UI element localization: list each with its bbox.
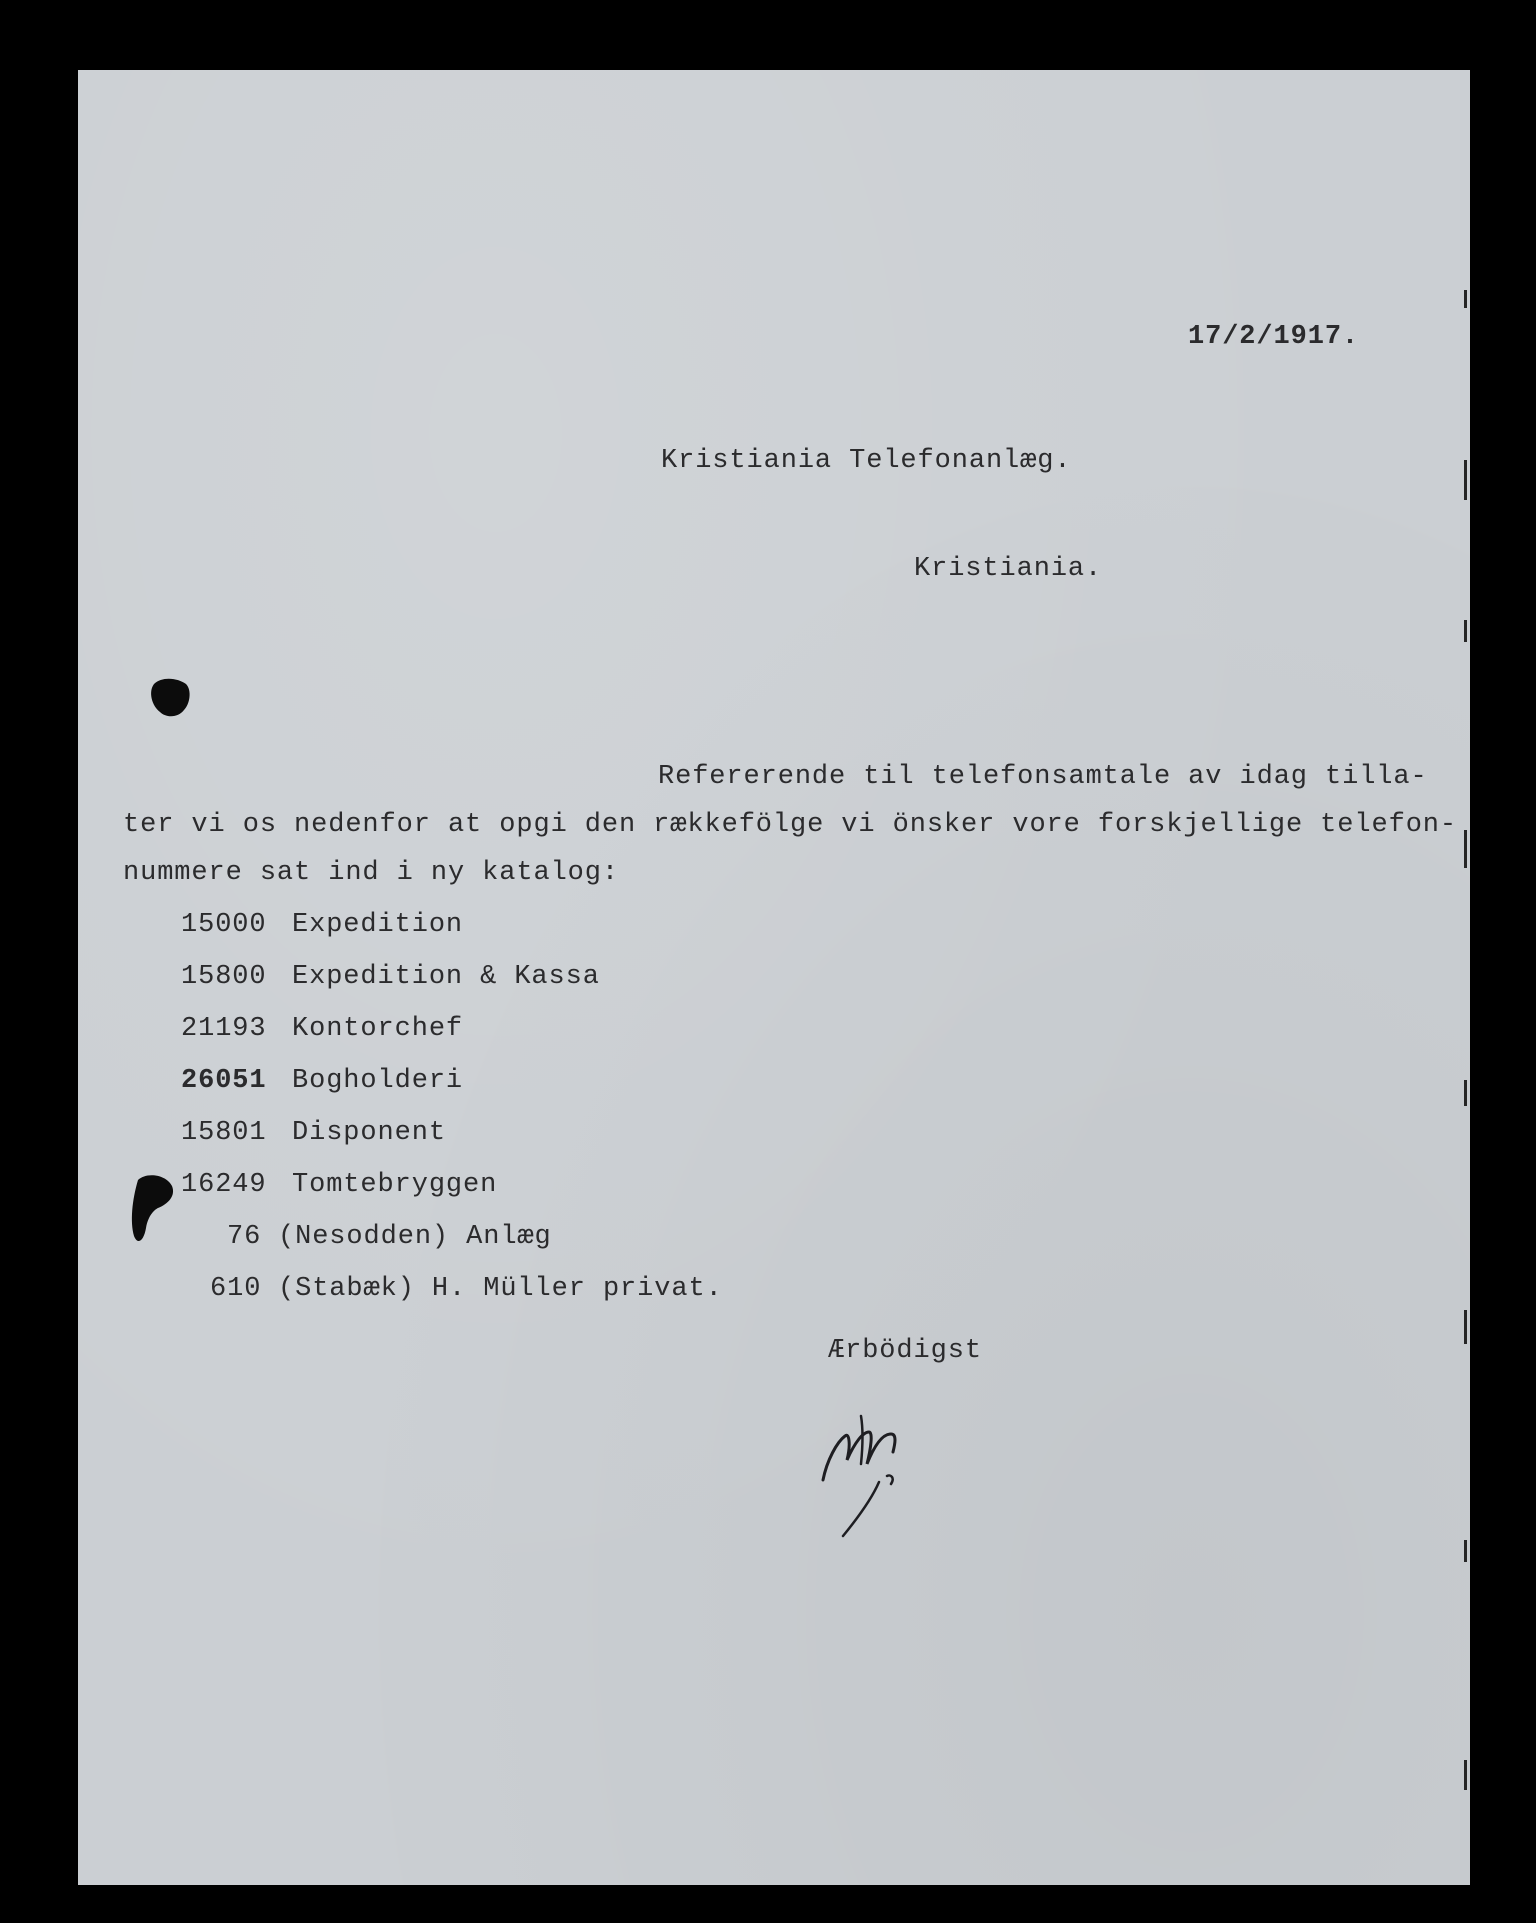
entry-label: Expedition bbox=[292, 910, 464, 940]
signature bbox=[803, 1368, 953, 1548]
entry-number: 15000 bbox=[181, 910, 267, 940]
body-line-3: nummere sat ind i ny katalog: bbox=[123, 858, 619, 888]
entry-number: 16249 bbox=[181, 1170, 267, 1200]
entry-label: Bogholderi bbox=[292, 1066, 464, 1096]
letter-page bbox=[78, 70, 1470, 1885]
entry-label: (Nesodden) Anlæg bbox=[278, 1222, 552, 1252]
entry-label: Tomtebryggen bbox=[292, 1170, 498, 1200]
closing: Ærbödigst bbox=[828, 1336, 982, 1366]
entry-label: (Stabæk) H. Müller privat. bbox=[278, 1274, 723, 1304]
ink-blot bbox=[148, 676, 194, 720]
ink-blot bbox=[130, 1170, 178, 1266]
scan-edge-marks bbox=[1456, 260, 1470, 1900]
entry-number: 15801 bbox=[181, 1118, 267, 1148]
entry-number: 21193 bbox=[181, 1014, 267, 1044]
body-line-1: Refererende til telefonsamtale av idag tilla- bbox=[658, 762, 1428, 792]
body-line-2: ter vi os nedenfor at opgi den rækkefölge vi önsker vore forskjellige telefon- bbox=[123, 810, 1458, 840]
entry-number: 26051 bbox=[181, 1066, 267, 1096]
entry-label: Disponent bbox=[292, 1118, 446, 1148]
entry-label: Kontorchef bbox=[292, 1014, 464, 1044]
entry-number: 76 bbox=[227, 1222, 262, 1252]
addressee-name: Kristiania Telefonanlæg. bbox=[661, 446, 1072, 476]
addressee-city: Kristiania. bbox=[914, 554, 1103, 584]
entry-number: 15800 bbox=[181, 962, 267, 992]
letter-date: 17/2/1917. bbox=[1188, 322, 1360, 352]
entry-label: Expedition & Kassa bbox=[292, 962, 600, 992]
entry-number: 610 bbox=[210, 1274, 262, 1304]
